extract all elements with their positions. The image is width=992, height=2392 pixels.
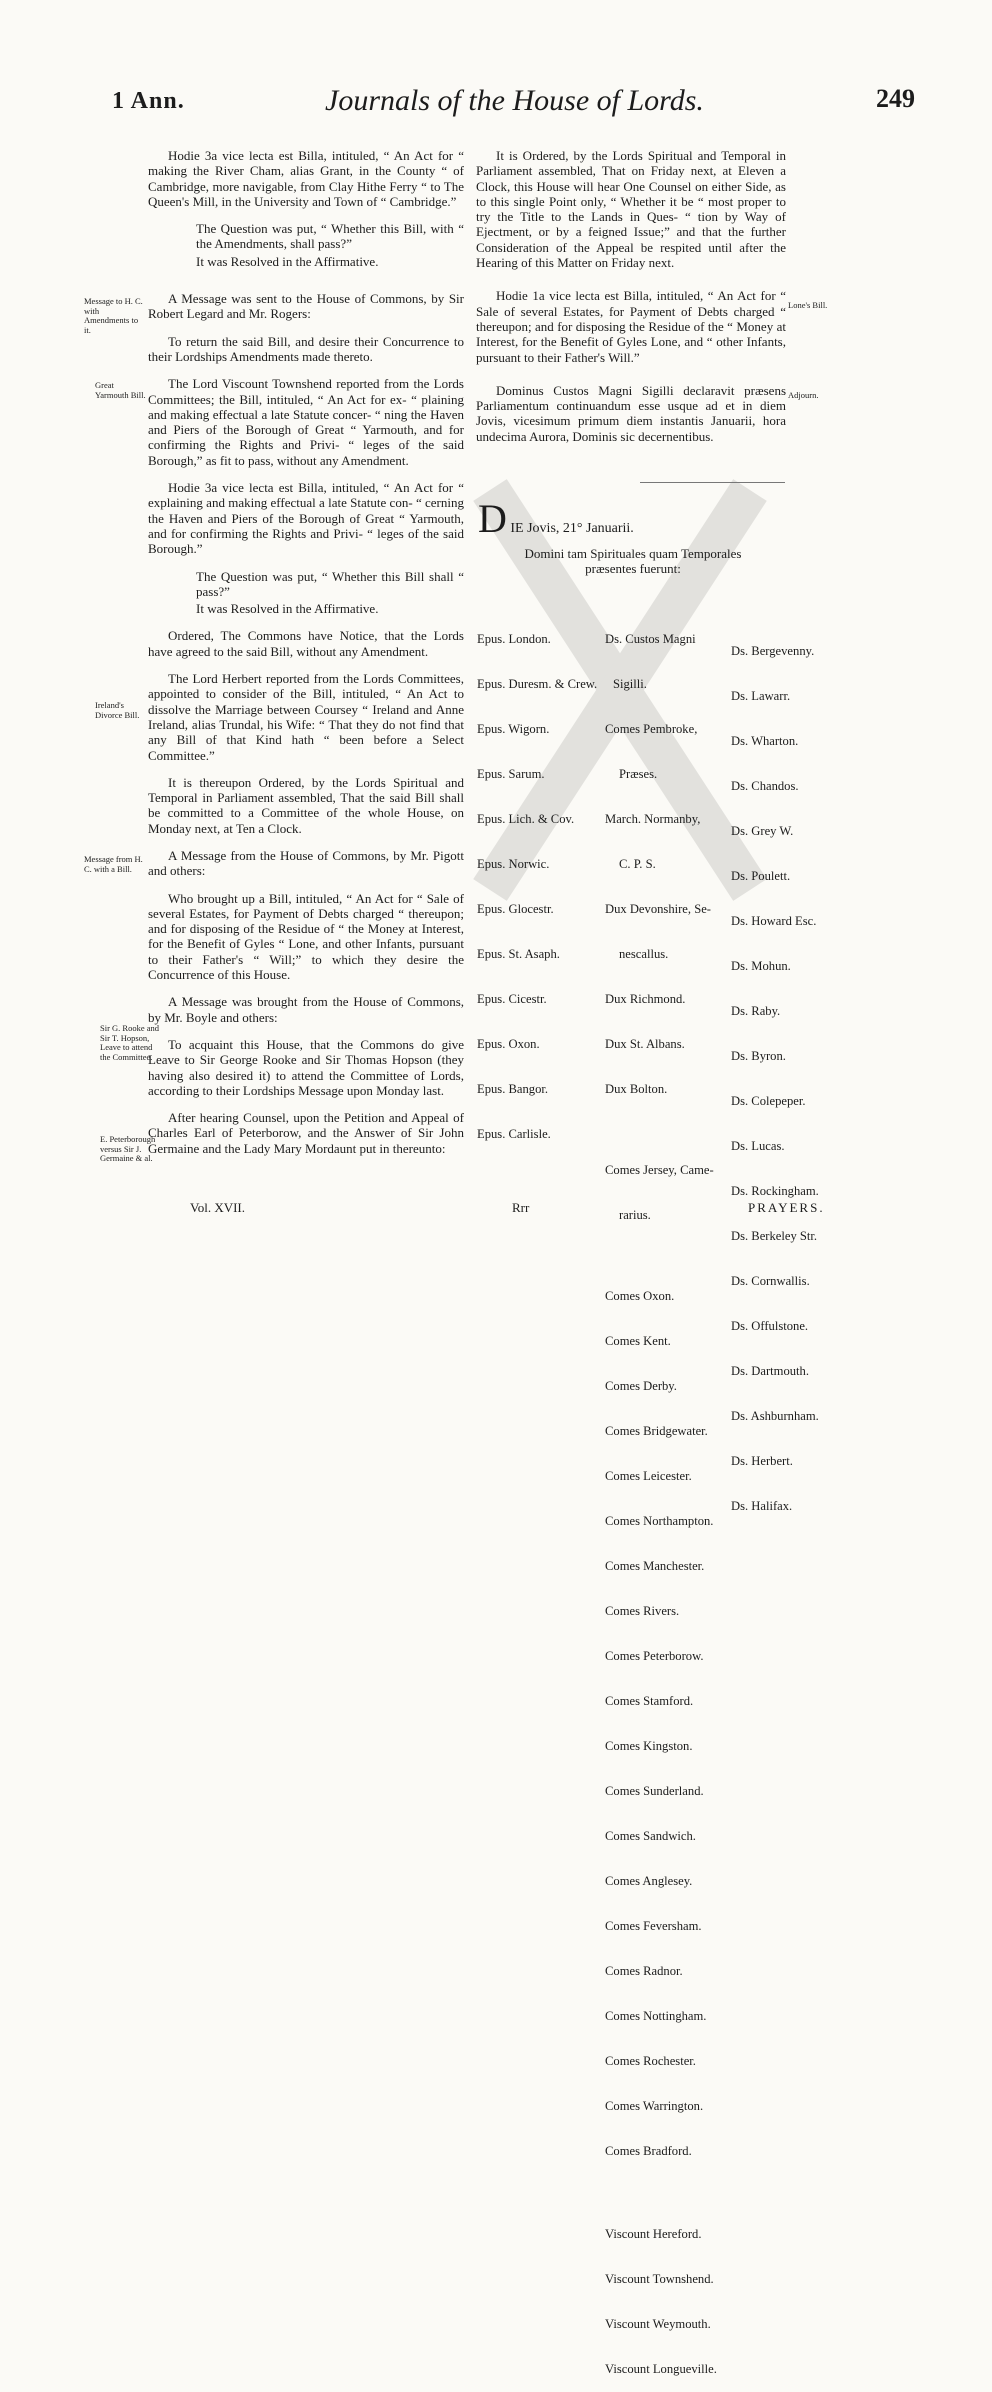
drop-cap: D (478, 496, 507, 541)
lords-list-bishops (477, 602, 597, 1157)
lord-entry: Comes Oxon. (605, 1289, 675, 1303)
lord-entry: Ds. Bergevenny. (731, 644, 815, 658)
paragraph: A Message from the House of Commons, by Mr. Pigott and others: (148, 847, 464, 879)
left-column (148, 148, 464, 1168)
lord-entry: Comes Warrington. (605, 2099, 704, 2113)
journal-title: Journals of the House of Lords. (325, 84, 704, 117)
lord-entry: Viscount Longueville. (605, 2362, 717, 2376)
volume-mark: Vol. XVII. (190, 1200, 246, 1215)
paragraph: Hodie 3a vice lecta est Billa, intituled, “ An Act for “ making the River Cham, alias Grant, in the County “ of Cambridge, more navigable, from Clay Hithe Ferry “ to The Queen's Mill, in the University and Town of “ Cambridge.” (148, 148, 464, 209)
paragraph: Dominus Custos Magni Sigilli declaravit præsens Parliamentum continuandum esse usque ad et in diem Jovis, vicesimum primum diem instantis Januarii, hora undecima Aurora, Dominis sic decernentibus. (476, 382, 786, 444)
paragraph: It is thereupon Ordered, by the Lords Spiritual and Temporal in Parliament assembled, That the said Bill shall be committed to a Committee of the whole House, on Monday next, at Ten a Clock. (148, 774, 464, 836)
lord-entry: Ds. Raby. (731, 1004, 781, 1018)
lord-entry: Comes Pembroke, (605, 722, 698, 736)
page-number: 249 (876, 84, 915, 113)
paragraph: It was Resolved in the Affirmative. (196, 601, 379, 617)
lord-entry: Epus. Glocestr. (477, 902, 554, 916)
lord-entry: Ds. Cornwallis. (731, 1274, 810, 1288)
lord-entry: Epus. Oxon. (477, 1037, 540, 1051)
paragraph: Who brought up a Bill, intituled, “ An Act for “ Sale of several Estates, for Payment of Debts charged “ thereupon; and for disposing of the Residue of “ the Money at Interest, for the Benefit of Gyles “ Lone, and other Infants, pursuant to their Father's “ Will;” to which they desire the Concurrence of this House. (148, 890, 464, 983)
lord-entry: Comes Radnor. (605, 1964, 683, 1978)
lord-entry: Ds. Chandos. (731, 779, 799, 793)
margin-note: Message to H. C. with Amendments to it. (84, 296, 143, 335)
lord-entry: Epus. St. Asaph. (477, 947, 560, 961)
lord-entry: Ds. Byron. (731, 1049, 786, 1063)
paragraph: To return the said Bill, and desire their Concurrence to their Lordships Amendments made thereto. (148, 333, 464, 364)
lord-entry: Epus. Lich. & Cov. (477, 812, 575, 826)
lord-entry: Comes Jersey, Came- (605, 1163, 714, 1177)
lord-entry: Præses. (619, 767, 658, 781)
lord-entry: Ds. Halifax. (731, 1499, 793, 1513)
lord-entry: Comes Feversham. (605, 1919, 702, 1933)
lord-entry: Ds. Wharton. (731, 734, 799, 748)
lord-entry: Ds. Offulstone. (731, 1319, 809, 1333)
lord-entry: Comes Rivers. (605, 1604, 680, 1618)
lord-entry: Comes Rochester. (605, 2054, 696, 2068)
lord-entry: Comes Manchester. (605, 1559, 705, 1573)
lord-entry: Epus. Wigorn. (477, 722, 550, 736)
section-rule (640, 482, 785, 483)
paragraph: Hodie 3a vice lecta est Billa, intituled, “ An Act for “ explaining and making effectual a late Statute con- “ cerning the Haven and Piers of the Borough of Great “ Yarmouth, and for confirming the Rights and Privi- “ leges of the said Borough.” (148, 480, 464, 557)
day-heading-text: IE Jovis, 21° Januarii. (510, 521, 634, 536)
lord-entry: Epus. Norwic. (477, 857, 550, 871)
lord-entry: Ds. Grey W. (731, 824, 794, 838)
paragraph: The Lord Herbert reported from the Lords Committees, appointed to consider of the Bill, intituled, “ An Act to dissolve the Marriage between Coursey “ Ireland and Anne Ireland, alias Trundal, his Wife: “ That they do not find that any Bill of that Kind hath “ been before a Select Committee.” (148, 671, 464, 763)
lord-entry: Ds. Herbert. (731, 1454, 793, 1468)
lord-entry: Epus. Sarum. (477, 767, 545, 781)
lord-entry: Sigilli. (613, 677, 647, 691)
margin-note: Ireland's Divorce Bill. (95, 700, 140, 720)
lord-entry: Viscount Townshend. (605, 2272, 714, 2286)
paragraph: To acquaint this House, that the Commons do give Leave to Sir George Rooke and Sir Thomas Hopson (they having also desired it) to attend the Committee of Lords, according to their Lordships Message upon Monday last. (148, 1036, 464, 1098)
lord-entry: Ds. Ashburnham. (731, 1409, 819, 1423)
margin-note: Adjourn. (788, 390, 819, 400)
lord-entry: Epus. London. (477, 632, 551, 646)
paragraph: It was Resolved in the Affirmative. (196, 253, 379, 269)
lord-entry: Comes Nottingham. (605, 2009, 707, 2023)
lord-entry: Ds. Custos Magni (605, 632, 696, 646)
lord-entry: Comes Sunderland. (605, 1784, 704, 1798)
lord-entry: Comes Stamford. (605, 1694, 694, 1708)
paragraph: The Question was put, “ Whether this Bill shall “ pass?” (196, 568, 464, 599)
lord-entry: Ds. Mohun. (731, 959, 791, 973)
lord-entry: Dux St. Albans. (605, 1037, 685, 1051)
right-column (476, 148, 786, 456)
regnal-year: 1 Ann. (112, 88, 185, 114)
lord-entry: Ds. Berkeley Str. (731, 1229, 818, 1243)
lords-list-barons (731, 614, 819, 1529)
lord-entry: Ds. Dartmouth. (731, 1364, 810, 1378)
lord-entry: Ds. Rockingham. (731, 1184, 819, 1198)
lord-entry: Ds. Poulett. (731, 869, 791, 883)
lord-entry: Ds. Colepeper. (731, 1094, 806, 1108)
lord-entry: March. Normanby, (605, 812, 701, 826)
margin-note: E. Peterborough versus Sir J. Germaine & al. (100, 1134, 156, 1163)
lord-entry: Epus. Cicestr. (477, 992, 547, 1006)
margin-note: Lone's Bill. (788, 300, 828, 310)
paragraph: The Question was put, “ Whether this Bill, with “ the Amendments, shall pass?” (196, 221, 464, 252)
paragraph: After hearing Counsel, upon the Petition and Appeal of Charles Earl of Peterborow, and the Answer of Sir John Germaine and the Lady Mary Mordaunt put in thereunto: (148, 1110, 464, 1156)
lord-entry: Comes Bradford. (605, 2144, 692, 2158)
lord-entry: nescallus. (619, 947, 669, 961)
paragraph: The Lord Viscount Townshend reported from the Lords Committees; the Bill, intituled, “ An Act for ex- “ plaining and making effectual a late Statute concer- “ ning the Haven and Piers of the Borough of Great “ Yarmouth, and for confirming the Rights and Privi- “ leges of the said Borough,” as fit to pass, without any Amendment. (148, 376, 464, 468)
lord-entry: Viscount Hereford. (605, 2227, 702, 2241)
lord-entry: Comes Leicester. (605, 1469, 692, 1483)
lord-entry: Dux Devonshire, Se- (605, 902, 711, 916)
catchword: PRAYERS. (748, 1200, 825, 1215)
paragraph: A Message was sent to the House of Commons, by Sir Robert Legard and Mr. Rogers: (148, 291, 464, 322)
lord-entry: Comes Anglesey. (605, 1874, 693, 1888)
lord-entry: Comes Bridgewater. (605, 1424, 708, 1438)
lord-entry: Ds. Lucas. (731, 1139, 785, 1153)
lord-entry: C. P. S. (619, 857, 656, 871)
lord-entry: Dux Richmond. (605, 992, 686, 1006)
day-heading (478, 496, 634, 541)
signature-mark: Rrr (512, 1200, 530, 1215)
lord-entry: Epus. Duresm. & Crew. (477, 677, 598, 691)
paragraph: A Message was brought from the House of Commons, by Mr. Boyle and others: (148, 994, 464, 1025)
margin-note: Message from H. C. with a Bill. (84, 854, 143, 874)
lord-entry: Comes Kingston. (605, 1739, 693, 1753)
lord-entry: Comes Northampton. (605, 1514, 714, 1528)
lord-entry: rarius. (619, 1208, 651, 1222)
lord-entry: Epus. Carlisle. (477, 1127, 551, 1141)
lord-entry: Ds. Lawarr. (731, 689, 791, 703)
paragraph: It is Ordered, by the Lords Spiritual and Temporal in Parliament assembled, That on Friday next, at Eleven a Clock, this House will hear One Counsel on either Side, as to this single Point only, “ Whether it be “ most proper to try the Title to the Lands in Ques- “ tion by Way of Ejectment, or by a feigned Issue;” and that the further Consideration of the Appeal be respited until after the Hearing of this Matter on Friday next. (476, 148, 786, 271)
margin-note: Sir G. Rooke and Sir T. Hopson, Leave to attend the Committee. (100, 1023, 160, 1062)
present-heading: Domini tam Spirituales quam Temporales præsentes fuerunt: (524, 546, 742, 576)
lord-entry: Comes Peterborow. (605, 1649, 704, 1663)
paragraph: Hodie 1a vice lecta est Billa, intituled, “ An Act for “ Sale of several Estates, for Payment of Debts charged “ thereupon; and for disposing the Residue of the “ Money at Interest, for the Benefit of Gyles Lone, and “ other Infants, pursuant to their Father's Will.” (476, 288, 786, 365)
margin-note: Great Yarmouth Bill. (95, 380, 146, 400)
lord-entry: Ds. Howard Esc. (731, 914, 817, 928)
paragraph: Ordered, The Commons have Notice, that the Lords have agreed to the said Bill, without any Amendment. (148, 628, 464, 659)
lord-entry: Comes Derby. (605, 1379, 677, 1393)
lord-entry: Comes Kent. (605, 1334, 671, 1348)
lords-list-temporal (605, 602, 717, 2392)
lord-entry: Dux Bolton. (605, 1082, 668, 1096)
lord-entry: Comes Sandwich. (605, 1829, 696, 1843)
lord-entry: Epus. Bangor. (477, 1082, 549, 1096)
lord-entry: Viscount Weymouth. (605, 2317, 711, 2331)
